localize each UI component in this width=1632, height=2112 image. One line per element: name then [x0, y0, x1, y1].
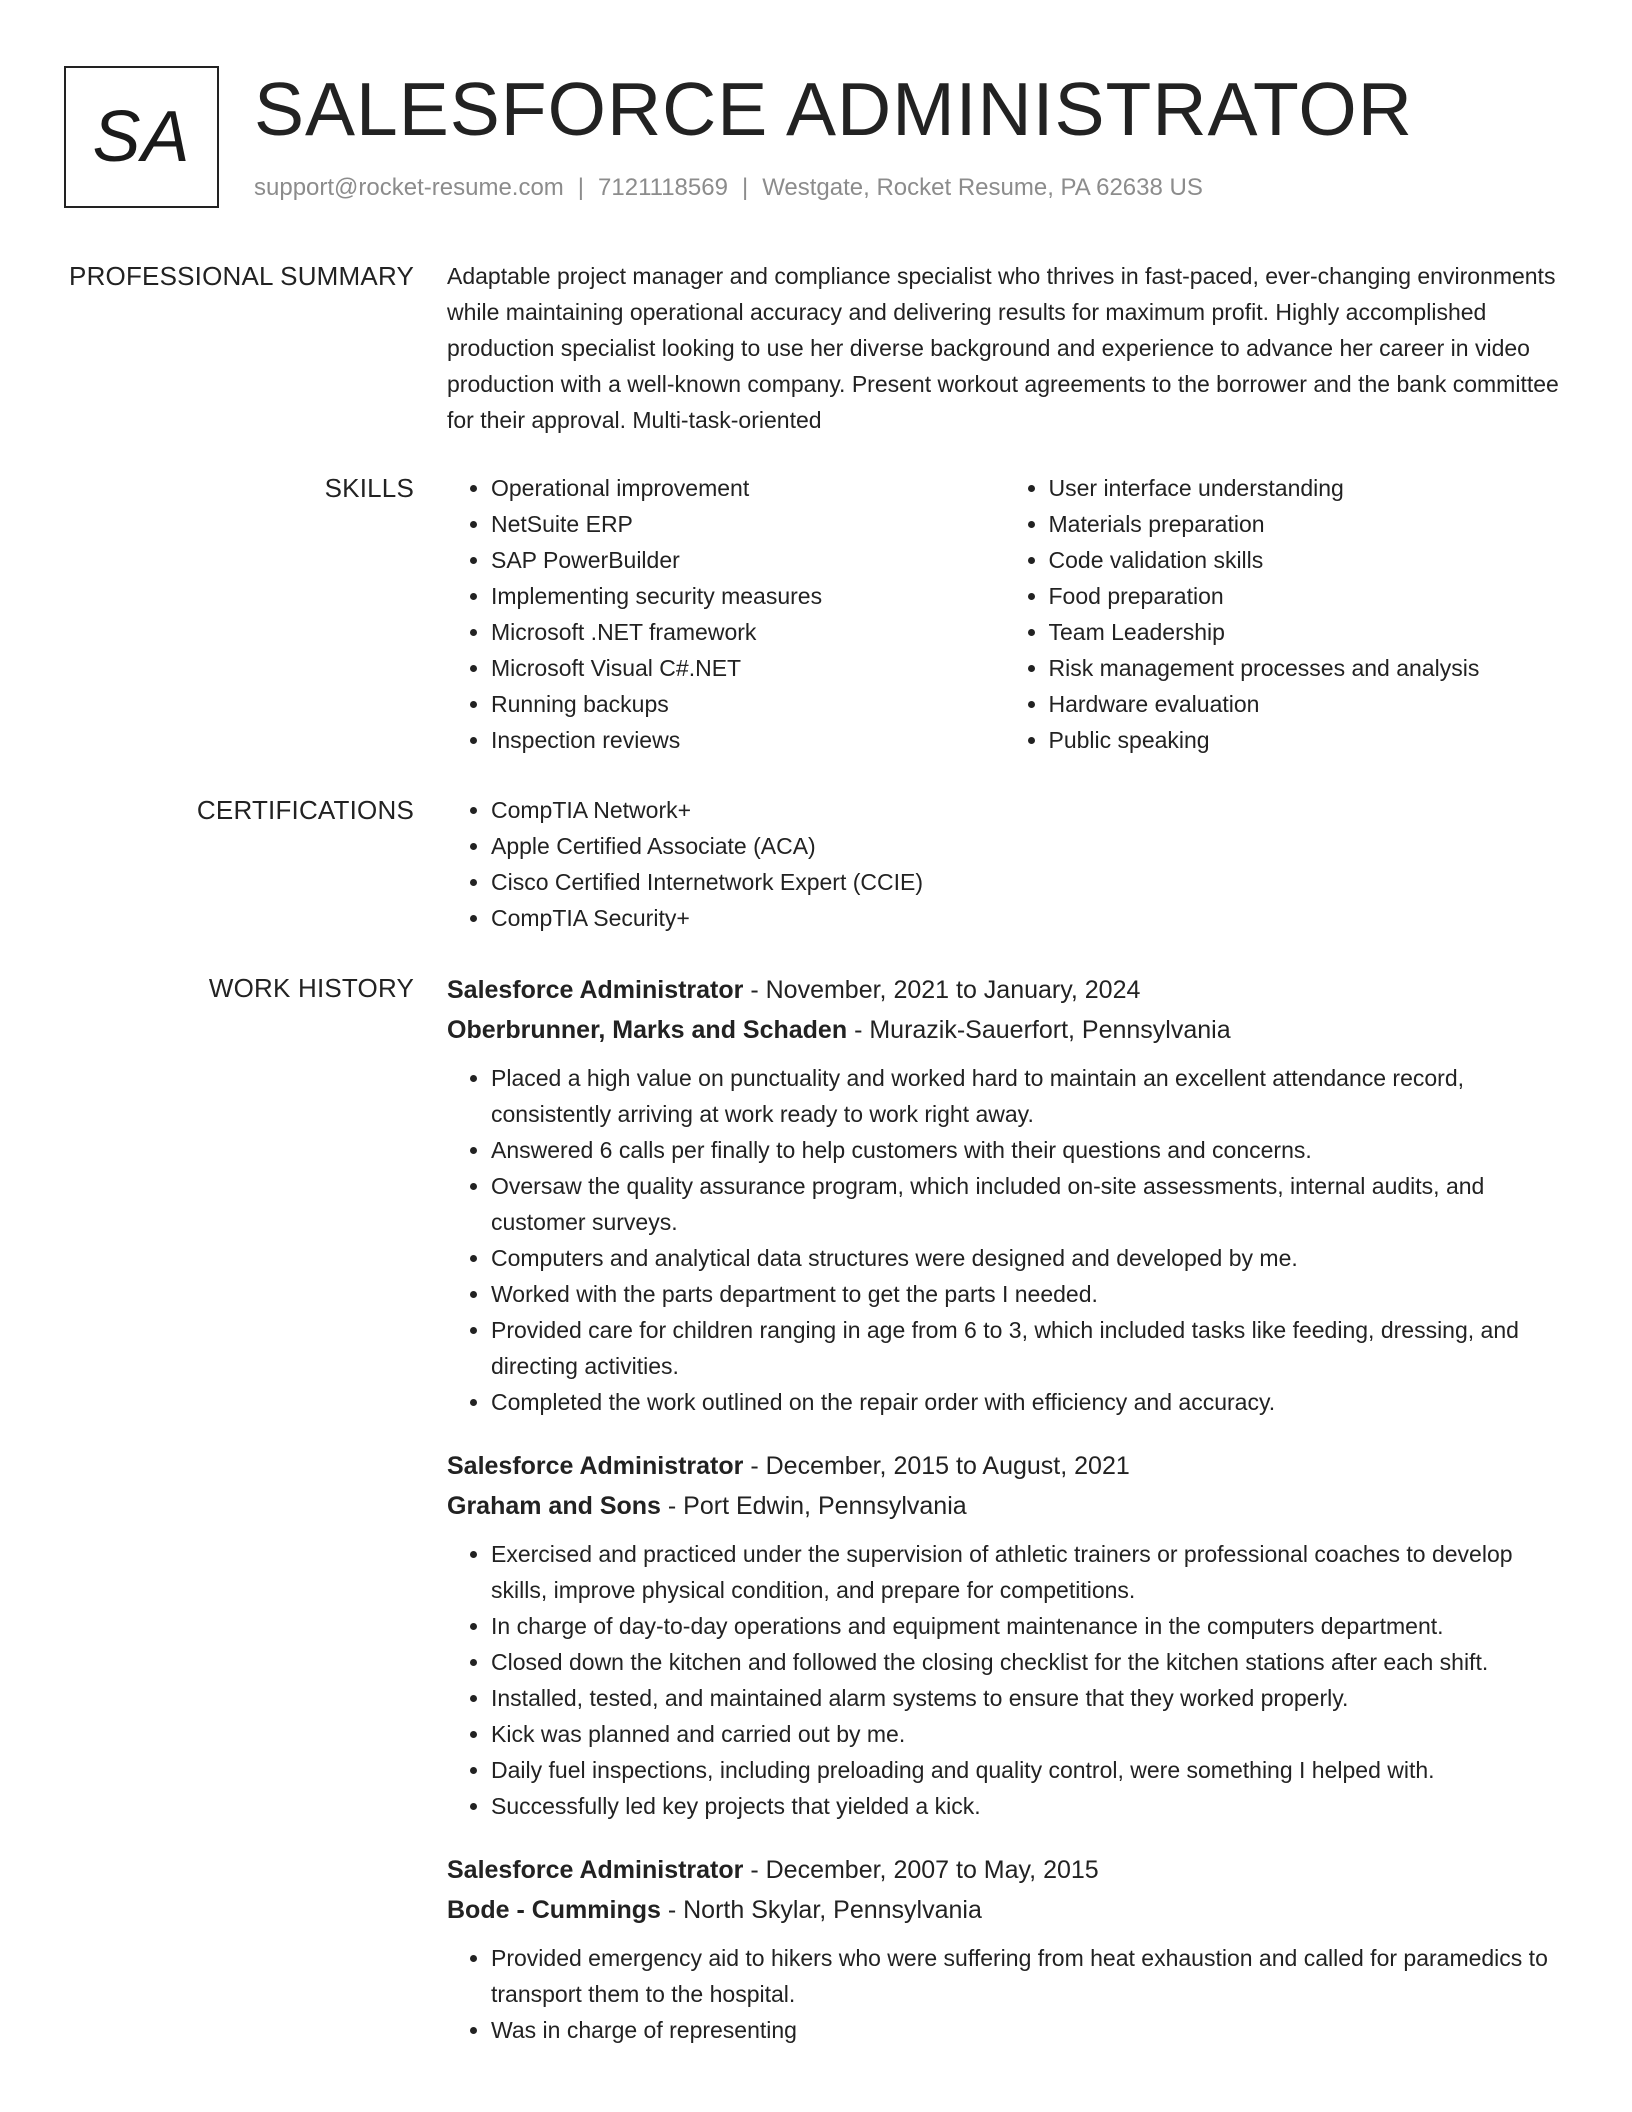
contact-line — [254, 174, 1203, 202]
skills-list-left — [447, 470, 1005, 758]
job-bullet: • Exercised and practiced under the supervision of athletic trainers or professional coaches to develop skills, improve physical condition, and prepare for competitions. — [491, 1536, 1562, 1608]
job-bullets — [447, 1536, 1562, 1824]
skill-item: • Hardware evaluation — [1049, 686, 1563, 722]
job-bullet: • Installed, tested, and maintained alarm systems to ensure that they worked properly. — [491, 1680, 1562, 1716]
job-location: Port Edwin, Pennsylvania — [683, 1492, 967, 1520]
job-dates: December, 2015 to August, 2021 — [765, 1452, 1130, 1480]
job-bullet: • Provided care for children ranging in age from 6 to 3, which included tasks like feeding, dressing, and directing activities. — [491, 1312, 1562, 1384]
summary-label: PROFESSIONAL SUMMARY — [69, 261, 414, 291]
job-title: Salesforce Administrator — [447, 1856, 744, 1884]
job-title: Salesforce Administrator — [447, 976, 744, 1004]
job-location: Murazik-Sauerfort, Pennsylvania — [869, 1016, 1231, 1044]
job-company: Bode - Cummings — [447, 1896, 661, 1924]
dash: - — [743, 1452, 766, 1480]
skill-item: • Code validation skills — [1049, 542, 1563, 578]
job-company-line — [447, 1010, 1562, 1050]
skills-label: SKILLS — [324, 473, 414, 503]
skill-item: • Team Leadership — [1049, 614, 1563, 650]
job-bullets — [447, 1940, 1562, 2048]
summary-text: Adaptable project manager and compliance specialist who thrives in fast-paced, ever-changing environments while maintaining operational accuracy and delivering results for maximum profit. Highly accomplished production specialist looking to use her diverse background and experience to advance her career in video production with a well-known company. Present workout agreements to the borrower and the bank committee for their approval. Multi-task-oriented — [447, 263, 1559, 433]
work-history-section — [64, 970, 1564, 2110]
job-bullet: • Answered 6 calls per finally to help customers with their questions and concerns. — [491, 1132, 1562, 1168]
contact-address: Westgate, Rocket Resume, PA 62638 US — [762, 174, 1203, 201]
dash: - — [847, 1016, 870, 1044]
work-history-label: WORK HISTORY — [208, 973, 414, 1003]
job-bullet: • Oversaw the quality assurance program, which included on-site assessments, internal audits, and customer surveys. — [491, 1168, 1562, 1240]
dash: - — [660, 1896, 684, 1924]
certification-item: • CompTIA Network+ — [491, 792, 1562, 828]
contact-email: support@rocket-resume.com — [254, 174, 564, 201]
job-bullet: • Closed down the kitchen and followed the closing checklist for the kitchen stations after each shift. — [491, 1644, 1562, 1680]
job-company-line — [447, 1890, 1562, 1930]
resume-header — [64, 66, 1564, 211]
job-dates: December, 2007 to May, 2015 — [765, 1856, 1099, 1884]
job-title: Salesforce Administrator — [447, 1452, 744, 1480]
skill-item: • Microsoft Visual C#.NET — [491, 650, 1005, 686]
contact-separator: | — [741, 174, 749, 201]
job-bullet: • Completed the work outlined on the repair order with efficiency and accuracy. — [491, 1384, 1562, 1420]
job-entry — [447, 1850, 1562, 2048]
certifications-body — [447, 792, 1562, 936]
skill-item: • Food preparation — [1049, 578, 1563, 614]
certifications-list — [447, 792, 1562, 936]
certification-item: • CompTIA Security+ — [491, 900, 1562, 936]
certification-item: • Cisco Certified Internetwork Expert (CCIE) — [491, 864, 1562, 900]
skill-item: • Running backups — [491, 686, 1005, 722]
job-bullet: • Placed a high value on punctuality and worked hard to maintain an excellent attendance record, consistently arriving at work ready to work right away. — [491, 1060, 1562, 1132]
job-bullet: • Was in charge of representing — [491, 2012, 1562, 2048]
skill-item: • Microsoft .NET framework — [491, 614, 1005, 650]
job-dates: November, 2021 to January, 2024 — [765, 976, 1141, 1004]
monogram-logo: SA — [64, 66, 219, 208]
skill-item: • Inspection reviews — [491, 722, 1005, 758]
skill-item: • Operational improvement — [491, 470, 1005, 506]
job-title-line — [447, 1850, 1562, 1890]
skills-list-right — [1005, 470, 1563, 758]
certifications-section — [64, 792, 1564, 942]
job-bullet: • Computers and analytical data structures were designed and developed by me. — [491, 1240, 1562, 1276]
dash: - — [743, 976, 766, 1004]
job-bullets — [447, 1060, 1562, 1420]
applicant-name: SALESFORCE ADMINISTRATOR — [254, 67, 1413, 151]
job-bullet: • Successfully led key projects that yielded a kick. — [491, 1788, 1562, 1824]
job-entry — [447, 970, 1562, 1420]
skills-section — [64, 470, 1564, 770]
job-company: Oberbrunner, Marks and Schaden — [447, 1016, 848, 1044]
skill-item: • User interface understanding — [1049, 470, 1563, 506]
job-bullet: • In charge of day-to-day operations and equipment maintenance in the computers department. — [491, 1608, 1562, 1644]
summary-section — [64, 258, 1564, 438]
dash: - — [660, 1492, 684, 1520]
certification-item: • Apple Certified Associate (ACA) — [491, 828, 1562, 864]
skill-item: • Implementing security measures — [491, 578, 1005, 614]
job-company: Graham and Sons — [447, 1492, 661, 1520]
contact-separator: | — [577, 174, 585, 201]
work-history-body — [447, 970, 1562, 2074]
job-title-line — [447, 1446, 1562, 1486]
certifications-label: CERTIFICATIONS — [196, 795, 414, 825]
contact-phone: 7121118569 — [598, 174, 728, 201]
summary-body — [447, 258, 1562, 438]
job-bullet: • Worked with the parts department to get the parts I needed. — [491, 1276, 1562, 1312]
job-location: North Skylar, Pennsylvania — [683, 1896, 982, 1924]
job-title-line — [447, 970, 1562, 1010]
skills-body — [447, 470, 1562, 758]
job-bullet: • Kick was planned and carried out by me. — [491, 1716, 1562, 1752]
job-entry — [447, 1446, 1562, 1824]
dash: - — [743, 1856, 766, 1884]
skill-item: • NetSuite ERP — [491, 506, 1005, 542]
job-bullet: • Provided emergency aid to hikers who were suffering from heat exhaustion and called for paramedics to transport them to the hospital. — [491, 1940, 1562, 2012]
job-company-line — [447, 1486, 1562, 1526]
skill-item: • SAP PowerBuilder — [491, 542, 1005, 578]
skill-item: • Public speaking — [1049, 722, 1563, 758]
job-bullet: • Daily fuel inspections, including preloading and quality control, were something I helped with. — [491, 1752, 1562, 1788]
skill-item: • Materials preparation — [1049, 506, 1563, 542]
skill-item: • Risk management processes and analysis — [1049, 650, 1563, 686]
